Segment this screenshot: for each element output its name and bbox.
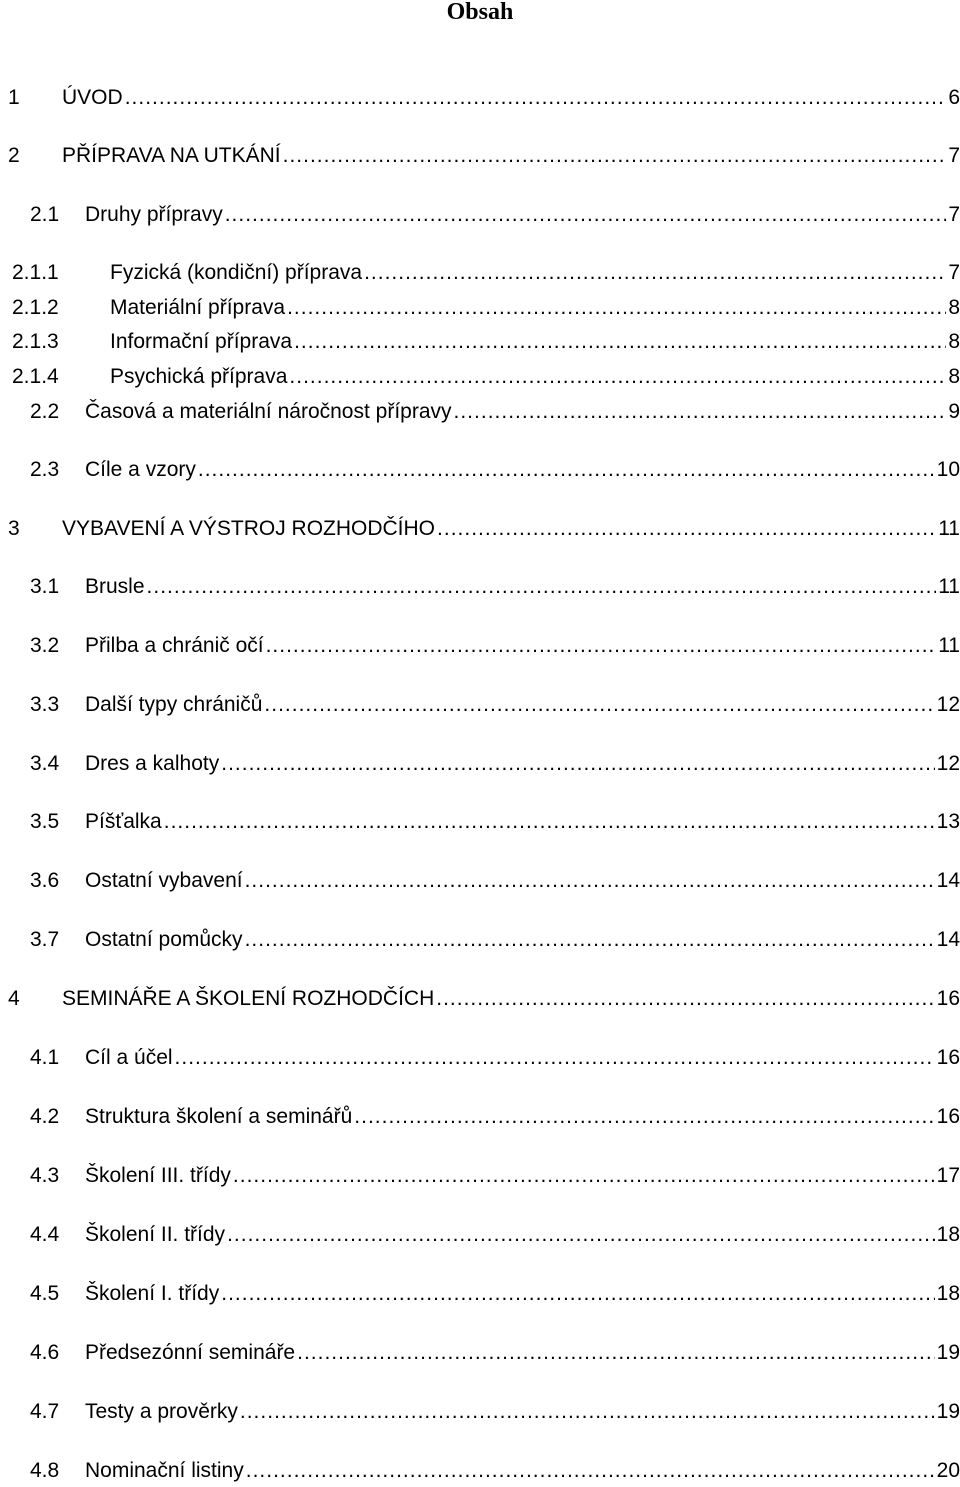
toc-entry-number: 3 <box>8 517 20 540</box>
dot-leader <box>292 328 946 356</box>
dot-leader <box>196 456 935 484</box>
toc-entry-number: 2 <box>8 144 20 167</box>
toc-entry-page: 8 <box>948 330 960 353</box>
toc-entry-number: 4.8 <box>30 1459 60 1482</box>
toc-entry-number: 3.7 <box>30 928 60 951</box>
toc-entry-number: 2.2 <box>30 400 60 423</box>
toc-entry-number: 4.2 <box>30 1105 60 1128</box>
dot-leader <box>435 515 936 543</box>
toc-entry-title: Přilba a chránič očí <box>85 634 264 657</box>
toc-entry-title: Ostatní vybavení <box>85 869 243 892</box>
toc-entry[interactable] <box>0 573 960 601</box>
toc-entry[interactable] <box>0 632 960 660</box>
toc-entry-page: 7 <box>948 144 960 167</box>
toc-entry-page: 19 <box>936 1341 960 1364</box>
dot-leader <box>281 142 947 170</box>
toc-entry[interactable] <box>0 1457 960 1485</box>
dot-leader <box>219 1280 934 1308</box>
toc-entry-page: 19 <box>936 1400 960 1423</box>
toc-entry-title: PŘÍPRAVA NA UTKÁNÍ <box>62 144 281 167</box>
toc-entry-page: 17 <box>936 1164 960 1187</box>
toc-entry[interactable] <box>0 867 960 895</box>
toc-entry-number: 2.1.2 <box>12 296 59 319</box>
toc-entry-page: 10 <box>936 458 960 481</box>
toc-entry-title: Struktura školení a seminářů <box>85 1105 353 1128</box>
toc-entry-title: Další typy chráničů <box>85 693 263 716</box>
toc-entry-title: Druhy přípravy <box>85 203 223 226</box>
page-title: Obsah <box>446 0 514 25</box>
toc-entry-title: Cíl a účel <box>85 1046 173 1069</box>
toc-entry-number: 3.4 <box>30 752 60 775</box>
toc-entry[interactable] <box>0 456 960 484</box>
toc-entry-page: 9 <box>948 400 960 423</box>
dot-leader <box>219 750 934 778</box>
toc-entry-number: 4.7 <box>30 1400 60 1423</box>
dot-leader <box>145 573 937 601</box>
toc-entry-page: 7 <box>948 203 960 226</box>
dot-leader <box>264 632 937 660</box>
toc-entry-page: 13 <box>936 810 960 833</box>
toc-entry-title: Materiální příprava <box>110 296 286 319</box>
toc-entry-number: 4.1 <box>30 1046 60 1069</box>
dot-leader <box>243 926 935 954</box>
toc-entry-number: 4.4 <box>30 1223 60 1246</box>
toc-entry-title: Školení III. třídy <box>85 1164 231 1187</box>
dot-leader <box>223 201 947 229</box>
toc-entry-number: 2.3 <box>30 458 60 481</box>
toc-entry[interactable] <box>0 84 960 112</box>
toc-entry[interactable] <box>0 294 960 322</box>
toc-entry-page: 12 <box>936 693 960 716</box>
dot-leader <box>231 1162 935 1190</box>
toc-entry-page: 11 <box>938 517 960 540</box>
dot-leader <box>173 1044 935 1072</box>
dot-leader <box>352 1103 934 1131</box>
toc-entry-number: 3.6 <box>30 869 60 892</box>
toc-entry-page: 8 <box>948 296 960 319</box>
toc-entry-page: 11 <box>938 634 960 657</box>
toc-entry-page: 8 <box>948 365 960 388</box>
toc-entry-title: Testy a prověrky <box>85 1400 238 1423</box>
toc-entry-page: 12 <box>936 752 960 775</box>
toc-entry-title: Časová a materiální náročnost přípravy <box>85 400 452 423</box>
toc-entry-title: VYBAVENÍ A VÝSTROJ ROZHODČÍHO <box>62 517 436 540</box>
toc-entry[interactable] <box>0 985 960 1013</box>
toc-entry[interactable] <box>0 398 960 426</box>
toc-entry-number: 1 <box>8 86 20 109</box>
toc-entry[interactable] <box>0 1044 960 1072</box>
dot-leader <box>362 259 946 287</box>
dot-leader <box>238 1398 935 1426</box>
dot-leader <box>225 1221 935 1249</box>
toc-entry[interactable] <box>0 1103 960 1131</box>
toc-entry-page: 16 <box>936 987 960 1010</box>
toc-entry[interactable] <box>0 808 960 836</box>
toc-entry-number: 3.2 <box>30 634 60 657</box>
toc-entry-number: 2.1 <box>30 203 60 226</box>
toc-entry-page: 16 <box>936 1105 960 1128</box>
toc-entry-number: 3.5 <box>30 810 60 833</box>
toc-entry[interactable] <box>0 259 960 287</box>
toc-entry-number: 3.3 <box>30 693 60 716</box>
dot-leader <box>285 294 946 322</box>
toc-entry-title: Fyzická (kondiční) příprava <box>110 261 363 284</box>
dot-leader <box>262 691 934 719</box>
toc-entry-number: 4.3 <box>30 1164 60 1187</box>
toc-entry[interactable] <box>0 363 960 391</box>
dot-leader <box>244 1457 935 1485</box>
dot-leader <box>162 808 935 836</box>
toc-entry[interactable] <box>0 750 960 778</box>
toc-entry-number: 4.6 <box>30 1341 60 1364</box>
toc-entry-title: Cíle a vzory <box>85 458 196 481</box>
dot-leader <box>243 867 935 895</box>
toc-entry-page: 16 <box>936 1046 960 1069</box>
toc-entry[interactable] <box>0 1162 960 1190</box>
toc-entry[interactable] <box>0 1280 960 1308</box>
toc-entry-page: 6 <box>948 86 960 109</box>
toc-entry-page: 14 <box>936 928 960 951</box>
toc-entry-title: Školení II. třídy <box>85 1223 226 1246</box>
toc-entry-number: 2.1.4 <box>12 365 59 388</box>
dot-leader <box>123 84 947 112</box>
toc-entry-number: 4 <box>8 987 20 1010</box>
toc-entry[interactable] <box>0 515 960 543</box>
toc-entry[interactable] <box>0 142 960 170</box>
toc-entry-title: Dres a kalhoty <box>85 752 220 775</box>
toc-entry-page: 18 <box>936 1282 960 1305</box>
dot-leader <box>434 985 934 1013</box>
toc-entry-title: Informační příprava <box>110 330 293 353</box>
toc-entry-number: 4.5 <box>30 1282 60 1305</box>
toc-entry-title: Nominační listiny <box>85 1459 244 1482</box>
toc-entry-number: 2.1.3 <box>12 330 59 353</box>
toc-entry-page: 14 <box>936 869 960 892</box>
toc-entry-number: 3.1 <box>30 575 60 598</box>
toc-entry[interactable] <box>0 691 960 719</box>
toc-entry-title: ÚVOD <box>62 86 123 109</box>
toc-entry[interactable] <box>0 926 960 954</box>
toc-entry-title: SEMINÁŘE A ŠKOLENÍ ROZHODČÍCH <box>62 987 435 1010</box>
toc-entry-page: 20 <box>936 1459 960 1482</box>
toc-entry-page: 18 <box>936 1223 960 1246</box>
toc-entry[interactable] <box>0 1398 960 1426</box>
toc-entry[interactable] <box>0 328 960 356</box>
toc-entry-title: Psychická příprava <box>110 365 288 388</box>
toc-entry-title: Brusle <box>85 575 145 598</box>
toc-entry[interactable] <box>0 1339 960 1367</box>
dot-leader <box>452 398 947 426</box>
toc-entry-page: 11 <box>938 575 960 598</box>
toc-entry[interactable] <box>0 201 960 229</box>
toc-entry-page: 7 <box>948 261 960 284</box>
toc-entry-title: Píšťalka <box>85 810 162 833</box>
toc-entry[interactable] <box>0 1221 960 1249</box>
dot-leader <box>295 1339 935 1367</box>
toc-entry-title: Školení I. třídy <box>85 1282 220 1305</box>
toc-entry-number: 2.1.1 <box>12 261 59 284</box>
toc-entry-title: Ostatní pomůcky <box>85 928 243 951</box>
dot-leader <box>287 363 946 391</box>
toc-entry-title: Předsezónní semináře <box>85 1341 296 1364</box>
